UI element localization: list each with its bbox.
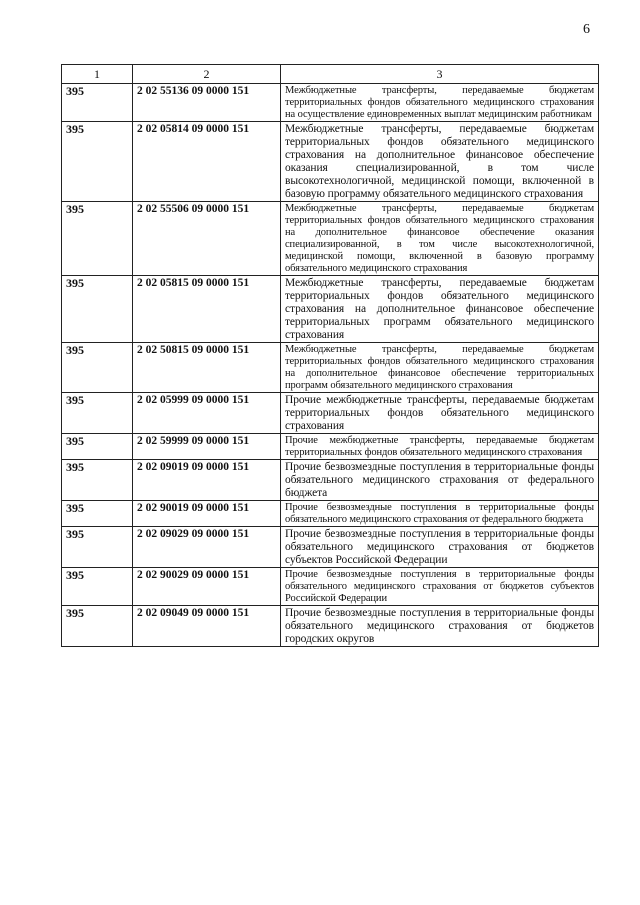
admin-code-cell: 395	[62, 606, 133, 647]
budget-code-cell: 2 02 90029 09 0000 151	[133, 568, 281, 606]
description-cell: Прочие межбюджетные трансферты, передаваемые бюджетам территориальных фондов обязательного медицинского страхования	[281, 434, 599, 460]
budget-code-cell: 2 02 50815 09 0000 151	[133, 343, 281, 393]
table-row	[62, 434, 599, 460]
column-header-3: 3	[281, 65, 599, 84]
table-row	[62, 460, 599, 501]
description-cell: Прочие безвозмездные поступления в территориальные фонды обязательного медицинского страхования от бюджетов субъектов Российской Федерации	[281, 527, 599, 568]
admin-code-cell: 395	[62, 84, 133, 122]
description-cell: Прочие безвозмездные поступления в территориальные фонды обязательного медицинского страхования от федерального бюджета	[281, 501, 599, 527]
description-cell: Межбюджетные трансферты, передаваемые бюджетам территориальных фондов обязательного медицинского страхования на дополнительное финансовое обеспечение территориальных программ обязательного медицинского страхования	[281, 343, 599, 393]
table-header-row	[62, 65, 599, 84]
budget-code-cell: 2 02 55136 09 0000 151	[133, 84, 281, 122]
table-row	[62, 122, 599, 202]
description-cell: Межбюджетные трансферты, передаваемые бюджетам территориальных фондов обязательного медицинского страхования на дополнительное финансовое обеспечение оказания специализированной, в том числе высокотехнологичной, медицинской помощи, включенной в базовую программу обязательного медицинского страхования	[281, 202, 599, 276]
table-row	[62, 393, 599, 434]
admin-code-cell: 395	[62, 434, 133, 460]
description-cell: Межбюджетные трансферты, передаваемые бюджетам территориальных фондов обязательного медицинского страхования на осуществление единовременных выплат медицинским работникам	[281, 84, 599, 122]
column-header-2: 2	[133, 65, 281, 84]
description-cell: Прочие межбюджетные трансферты, передаваемые бюджетам территориальных фондов обязательного медицинского страхования	[281, 393, 599, 434]
table-row	[62, 343, 599, 393]
table-row	[62, 568, 599, 606]
column-header-1: 1	[62, 65, 133, 84]
description-cell: Межбюджетные трансферты, передаваемые бюджетам территориальных фондов обязательного медицинского страхования на дополнительное финансовое обеспечение оказания специализированной, в том числе высокотехнологичной, медицинской помощи, включенной в базовую программу обязательного медицинского страхования	[281, 122, 599, 202]
admin-code-cell: 395	[62, 527, 133, 568]
budget-classification-table	[61, 64, 599, 647]
table-row	[62, 276, 599, 343]
budget-code-cell: 2 02 09019 09 0000 151	[133, 460, 281, 501]
table-row	[62, 606, 599, 647]
admin-code-cell: 395	[62, 568, 133, 606]
budget-code-cell: 2 02 90019 09 0000 151	[133, 501, 281, 527]
table-row	[62, 202, 599, 276]
admin-code-cell: 395	[62, 276, 133, 343]
table-row	[62, 501, 599, 527]
description-cell: Прочие безвозмездные поступления в территориальные фонды обязательного медицинского страхования от бюджетов городских округов	[281, 606, 599, 647]
budget-code-cell: 2 02 05999 09 0000 151	[133, 393, 281, 434]
admin-code-cell: 395	[62, 501, 133, 527]
description-cell: Прочие безвозмездные поступления в территориальные фонды обязательного медицинского страхования от бюджетов субъектов Российской Федерации	[281, 568, 599, 606]
budget-code-cell: 2 02 05815 09 0000 151	[133, 276, 281, 343]
admin-code-cell: 395	[62, 460, 133, 501]
description-cell: Прочие безвозмездные поступления в территориальные фонды обязательного медицинского страхования от федерального бюджета	[281, 460, 599, 501]
budget-code-cell: 2 02 09029 09 0000 151	[133, 527, 281, 568]
budget-code-cell: 2 02 05814 09 0000 151	[133, 122, 281, 202]
page-number: 6	[583, 22, 590, 37]
description-cell: Межбюджетные трансферты, передаваемые бюджетам территориальных фондов обязательного медицинского страхования на дополнительное финансовое обеспечение территориальных программ обязательного медицинского страхования	[281, 276, 599, 343]
admin-code-cell: 395	[62, 202, 133, 276]
admin-code-cell: 395	[62, 122, 133, 202]
budget-code-cell: 2 02 55506 09 0000 151	[133, 202, 281, 276]
table-row	[62, 84, 599, 122]
budget-code-cell: 2 02 09049 09 0000 151	[133, 606, 281, 647]
admin-code-cell: 395	[62, 343, 133, 393]
table-row	[62, 527, 599, 568]
budget-code-cell: 2 02 59999 09 0000 151	[133, 434, 281, 460]
admin-code-cell: 395	[62, 393, 133, 434]
